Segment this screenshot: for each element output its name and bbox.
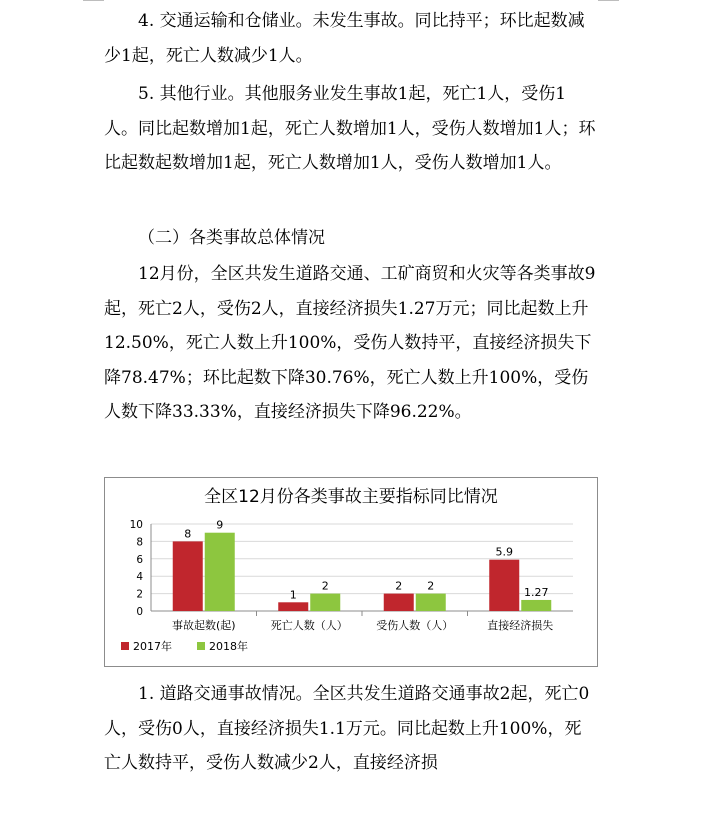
- page-top-rule-right: [598, 0, 619, 1]
- data-label: 2: [395, 579, 403, 593]
- legend-label: 2018年: [209, 640, 248, 653]
- x-tick-label: 事故起数(起): [171, 619, 236, 632]
- data-label: 1.27: [524, 585, 549, 599]
- bar-2017年-2: [278, 602, 308, 611]
- bar-2017年-1: [173, 541, 203, 611]
- x-tick-label: 死亡人数（人）: [270, 619, 348, 632]
- paragraph-transport: 4. 交通运输和仓储业。未发生事故。同比持平；环比起数减少1起，死亡人数减少1人。: [104, 11, 585, 66]
- y-tick-label: 6: [136, 553, 143, 566]
- data-label: 1: [289, 588, 297, 602]
- x-tick-label: 直接经济损失: [487, 619, 554, 632]
- comparison-chart: [104, 477, 598, 667]
- data-label: 8: [184, 527, 192, 541]
- y-tick-label: 8: [136, 536, 143, 549]
- bar-2018年-3: [416, 594, 446, 611]
- y-tick-label: 4: [136, 571, 143, 584]
- legend-label: 2017年: [133, 640, 172, 653]
- y-tick-label: 10: [129, 519, 143, 531]
- data-label: 2: [321, 579, 329, 593]
- y-tick-label: 2: [136, 588, 143, 601]
- x-tick-label: 受伤人数（人）: [376, 619, 454, 632]
- paragraph-road-traffic: 1. 道路交通事故情况。全区共发生道路交通事故2起，死亡0人，受伤0人，直接经济损失1.1万元。同比起数上升100%，死亡人数持平，受伤人数减少2人，直接经济损: [104, 684, 590, 773]
- paragraph-overall: 12月份，全区共发生道路交通、工矿商贸和火灾等各类事故9起，死亡2人，受伤2人，直接经济损失1.27万元；同比起数上升12.50%，死亡人数上升100%，受伤人数持平，直接经济损失下降78.47%；环比起数下降30.76%，死亡人数上升100%，受伤人数下降33.33%，直接经济损失下降96.22%。: [104, 264, 596, 422]
- paragraph-other-industries: 5. 其他行业。其他服务业发生事故1起，死亡1人，受伤1人。同比起数增加1起，死亡人数增加1人，受伤人数增加1人；环比起数起数增加1起，死亡人数增加1人，受伤人数增加1人。: [104, 84, 596, 173]
- chart-title: 全区12月份各类事故主要指标同比情况: [204, 487, 498, 507]
- y-tick-label: 0: [136, 606, 143, 618]
- legend-swatch-2: [197, 642, 205, 650]
- bar-2018年-2: [310, 594, 340, 611]
- bar-2018年-4: [521, 600, 551, 611]
- bar-2017年-3: [384, 594, 414, 611]
- bar-2018年-1: [205, 533, 235, 611]
- section-heading: （二）各类事故总体情况: [138, 228, 325, 248]
- data-label: 5.9: [495, 545, 513, 559]
- bar-2017年-4: [489, 560, 519, 611]
- legend-swatch-1: [121, 642, 129, 650]
- data-label: 9: [216, 518, 224, 532]
- chart-canvas: [105, 478, 597, 666]
- page-top-rule-left: [83, 0, 104, 1]
- data-label: 2: [427, 579, 435, 593]
